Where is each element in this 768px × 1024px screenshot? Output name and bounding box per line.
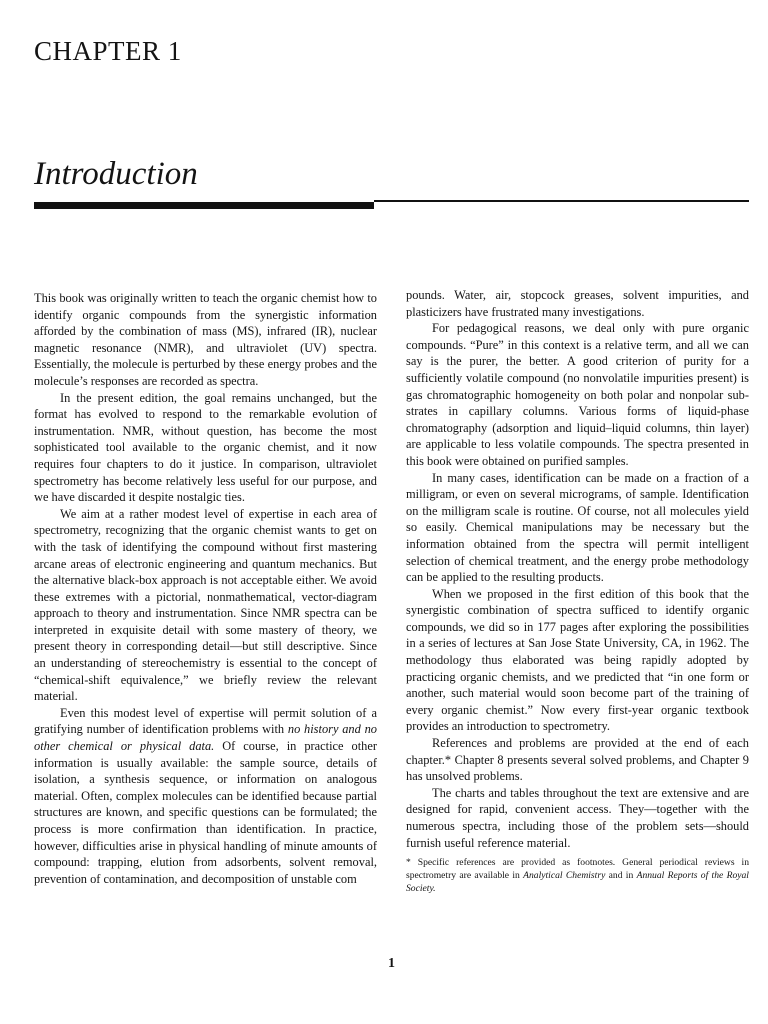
paragraph: When we proposed in the first edition of this book that the synergistic combination of spectra sufficed to identify organic compounds, we did so in 177 pages after exploring the possibilities in a series of lectures at San Jose State University, CA, in 1962. The methodology thus elaborated was being rapidly adopted by practicing organic chemists, and we predicted that “in one form or another, such material would soon become part of the training of every organic chemist.” Now every first-year organic textbook provides an introduction to spectrometry. — [406, 586, 749, 734]
paragraph: In many cases, identification can be made on a fraction of a milligram, or even on several micrograms, of sample. Identification on the milligram scale is routine. Of course, not all molecules yield so easily. Chemical manipulations may be necessary but the information obtained from the spectra will permit intelligent selection of chemical treatment, and the energy probe methodology can be applied to the resulting products. — [406, 470, 749, 585]
paragraph: We aim at a rather modest level of expertise in each area of spectrometry, recognizing that the organic chemist wants to get on with the task of identifying the compound without first mastering arcane areas of electronic engineering and quantum mechanics. But the alternative black-box approach is not acceptable either. We avoid these extremes with a pictorial, nonmathematical, vector-diagram approach to theory and instrumentation. Since NMR spectra can be interpreted in exquisite detail with some mastery of theory, we present theory in corresponding detail—but still descriptive. Since an understanding of stereochemistry is essential to the concept of “chemical-shift equivalence,” we briefly review the relevant material. — [34, 506, 377, 704]
paragraph — [34, 705, 377, 888]
paragraph: The charts and tables throughout the text are extensive and are designed for rapid, convenient access. They—together with the numerous spectra, including those of the problem sets—should furnish useful reference material. — [406, 785, 749, 850]
paragraph: pounds. Water, air, stopcock greases, solvent impurities, and plasticizers have frustrated many investigations. — [406, 288, 749, 319]
footnote-journal: Analytical Chemistry — [523, 870, 606, 882]
emphasis-text: no history and no other chemical or physical data. — [34, 722, 377, 754]
title-rule-thin — [374, 200, 749, 202]
page-number: 1 — [388, 956, 395, 971]
chapter-title: Introduction — [34, 156, 198, 192]
title-rule-thick — [34, 202, 374, 209]
left-column — [34, 290, 377, 887]
footnote — [406, 856, 749, 895]
footnote-text: and in — [605, 870, 637, 882]
footnote-text: * Specific references are provided as footnotes. General periodical reviews in spectrometry are available in — [406, 857, 749, 882]
chapter-label: CHAPTER 1 — [34, 36, 182, 66]
paragraph: This book was originally written to teach the organic chemist how to identify organic compounds from the synergistic information afforded by the combination of mass (MS), infrared (IR), nuclear magnetic resonance (NMR), and ultraviolet (UV) spectra. Essentially, the molecule is perturbed by these energy probes and the molecule’s responses are recorded as spectra. — [34, 291, 377, 388]
paragraph-text: Even this modest level of expertise will permit solution of a gratifying number of identification problems with — [34, 705, 377, 737]
paragraph: References and problems are provided at the end of each chapter.* Chapter 8 presents several solved problems, and Chapter 9 has unsolved problems. — [406, 736, 749, 784]
paragraph: In the present edition, the goal remains unchanged, but the format has evolved to respond to the remarkable evolution of instrumentation. NMR, without question, has become the most sophisticated tool available to the organic chemist, and it now requires four chapters to do it justice. In comparison, ultraviolet spectrometry has become relatively less useful for our purpose, and we have discarded it despite nostalgic ties. — [34, 390, 377, 505]
footnote-journal: Annual Reports of the Royal Society. — [406, 870, 749, 895]
right-column — [406, 287, 749, 895]
paragraph: For pedagogical reasons, we deal only with pure organic compounds. “Pure” in this context is a relative term, and all we can say is the purer, the better. A good criterion of purity for a sufficiently volatile compound (no nonvolatile impurities present) is gas chromatographic homogeneity on both polar and nonpolar substrates in capillary columns. Various forms of liquid-phase chromatography (adsorption and liquid–liquid columns, thin layer) are applicable to less volatile compounds. The spectra presented in this book were obtained on purified samples. — [406, 321, 749, 468]
paragraph-text: Of course, in practice other information is usually available: the sample source, details of isolation, a synthesis sequence, or information on analogous material. Often, complex molecules can be identified because partial structures are known, and specific questions can be formulated; the process is more confirmation than identification. In practice, however, difficulties arise in physical handling of minute amounts of compound: trapping, elution from adsorbents, solvent removal, prevention of contamination, and decomposition of unstable com — [34, 739, 377, 886]
